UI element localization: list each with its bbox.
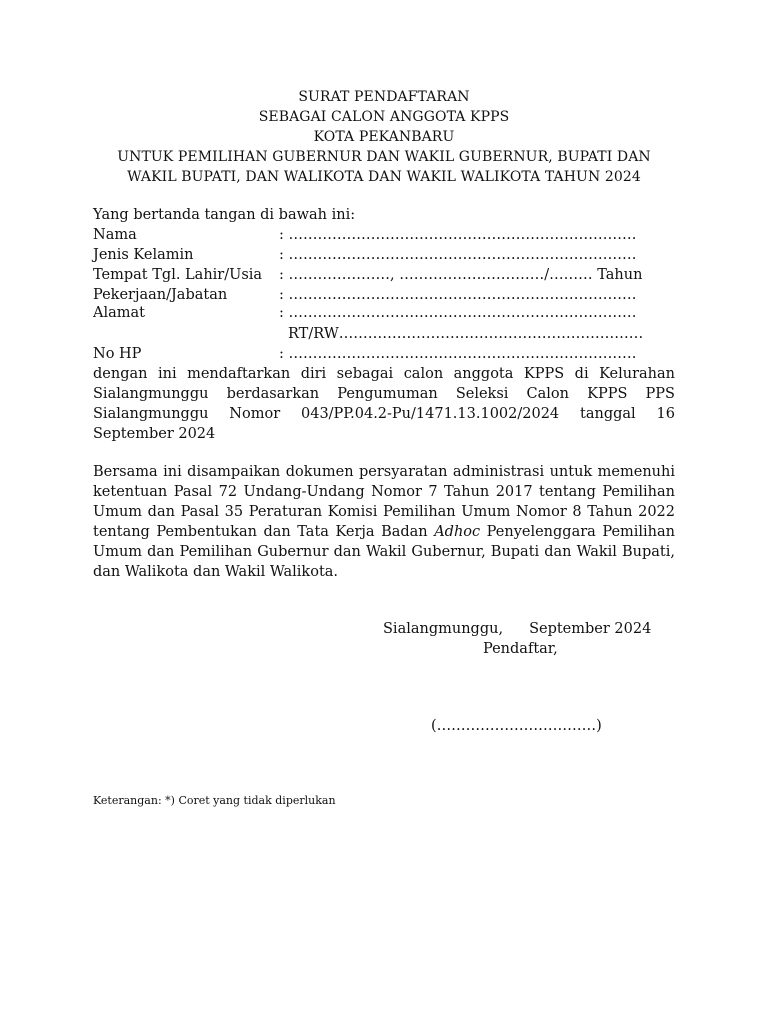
documents-paragraph xyxy=(93,462,675,582)
footnote: Keterangan: *) Coret yang tidak diperlukan xyxy=(93,794,336,807)
field-label: Nama xyxy=(93,227,137,243)
field-value: : ……………………………………………………………… xyxy=(279,287,637,303)
field-label: No HP xyxy=(93,346,142,362)
document-title xyxy=(0,87,768,187)
paragraph-text: Bersama ini disampaikan dokumen persyaratan administrasi untuk memenuhi ketentuan Pasal 72 Undang-Undang Nomor 7 Tahun 2017 tentang Pemilihan Umum dan Pasal 35 Peraturan Komisi Pemilihan Umum Nomor 8 Tahun 2022 tentang Pembentukan dan Tata Kerja Badan xyxy=(93,464,675,540)
field-label: Alamat xyxy=(93,305,145,321)
field-rtrw: RT/RW……………………………………………………… xyxy=(288,326,644,342)
field-value: : ……………………………………………………………… xyxy=(279,247,637,263)
signature-place-date xyxy=(383,619,651,639)
field-tempat-tgl-lahir xyxy=(93,265,642,285)
paragraph-italic: Adhoc xyxy=(434,524,481,540)
title-line-2: SEBAGAI CALON ANGGOTA KPPS xyxy=(258,109,510,125)
registration-paragraph: dengan ini mendaftarkan diri sebagai calon anggota KPPS di Kelurahan Sialangmunggu berdasarkan Pengumuman Seleksi Calon KPPS PPS Sialangmunggu Nomor 043/PP.04.2-Pu/1471.13.1002/2024 tanggal 16 September 2024 xyxy=(93,366,675,442)
field-jenis-kelamin xyxy=(93,245,637,265)
field-pekerjaan xyxy=(93,285,637,305)
title-line-5: WAKIL BUPATI, DAN WALIKOTA DAN WAKIL WALIKOTA TAHUN 2024 xyxy=(127,169,641,185)
field-value: : ……………………………………………………………… xyxy=(279,227,637,243)
field-label: Pekerjaan/Jabatan xyxy=(93,287,228,303)
field-label: Tempat Tgl. Lahir/Usia xyxy=(93,267,263,283)
intro-text: Yang bertanda tangan di bawah ini: xyxy=(93,207,356,223)
field-label: Jenis Kelamin xyxy=(93,247,194,263)
field-alamat xyxy=(93,303,637,323)
signature-place: Sialangmunggu, xyxy=(383,621,504,637)
title-line-1: SURAT PENDAFTARAN xyxy=(298,89,470,105)
paragraph-text: Penyelenggara Pemilihan Umum dan Pemilihan Gubernur dan Wakil Gubernur, Bupati dan Wakil Bupati, dan Walikota dan Wakil Walikota. xyxy=(93,524,676,580)
signature-name-line: (……………………………) xyxy=(431,718,602,734)
field-value: : ……………………………………………………………… xyxy=(279,305,637,321)
field-value: : …………………, …………………………/……… Tahun xyxy=(279,267,643,283)
field-value: : ……………………………………………………………… xyxy=(279,346,637,362)
title-line-4: UNTUK PEMILIHAN GUBERNUR DAN WAKIL GUBERNUR, BUPATI DAN xyxy=(117,149,651,165)
title-line-3: KOTA PEKANBARU xyxy=(313,129,455,145)
signature-date: September 2024 xyxy=(529,621,652,637)
field-nama xyxy=(93,225,637,245)
signature-role: Pendaftar, xyxy=(483,641,558,657)
field-no-hp xyxy=(93,344,637,364)
